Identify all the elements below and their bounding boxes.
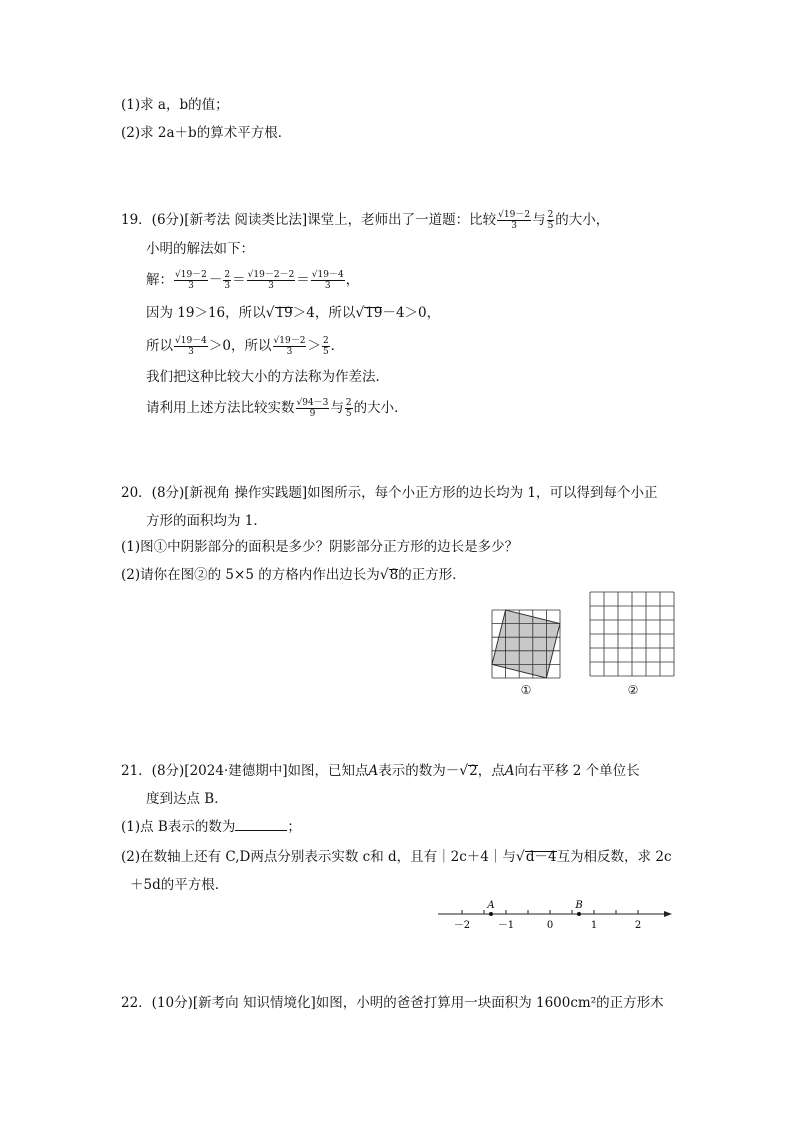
q18-part2: (2)求 2a＋b的算术平方根． [121, 125, 292, 141]
q21-part1: (1)点 B表示的数为 ； [121, 819, 301, 835]
shaded-square [492, 610, 560, 678]
figure-1-label: ① [520, 683, 532, 697]
figure-1 [490, 608, 562, 708]
point-b-label: B [575, 900, 583, 911]
figure-2-label: ② [627, 683, 639, 697]
answer-blank[interactable] [235, 818, 287, 831]
q19-fraction-1: $\frac{√19-2}{3}$ [498, 210, 531, 231]
q19-header: 19．(6分)[新考法 阅读类比法]课堂上，老师出了一道题：比较 $\frac{√19-2}{3}$ 与 $\frac{2}{5}$ 的大小， [121, 210, 610, 231]
tick-label: 0 [546, 920, 554, 931]
q20-line2: 方形的面积均为 1． [146, 513, 267, 529]
q19-header-text: 19．(6分)[新考法 阅读类比法]课堂上，老师出了一道题：比较 [121, 212, 497, 228]
q21-line2: 度到达点 B． [146, 791, 228, 807]
q21-line1: 21．(8分)[2024·建德期中]如图，已知点A表示的数为－√2，点A向右平移 2 个单位长 [121, 763, 640, 779]
point-b [577, 912, 581, 916]
figure-2 [588, 590, 676, 708]
q19-line5: 所以 $\frac{√19-4}{3}$ ＞0，所以 $\frac{√19-2}{3}$ ＞ $\frac{2}{5}$ ． [146, 336, 345, 357]
q19-line7: 请利用上述方法比较实数 $\frac{√94-3}{9}$ 与 $\frac{2}{5}$ 的大小． [146, 398, 408, 419]
axis-arrow-icon [664, 911, 672, 917]
q21-part2: (2)在数轴上还有 C,D两点分别表示实数 c和 d，且有｜2c＋4｜与√d－4互为相反数，求 2c [121, 849, 672, 865]
q20-part2: (2)请你在图②的 5×5 的方格内作出边长为√8的正方形． [121, 567, 466, 583]
tick-label: －1 [497, 920, 515, 931]
point-a-label: A [487, 900, 495, 911]
q20-part1: (1)图①中阴影部分的面积是多少？阴影部分正方形的边长是多少？ [121, 539, 519, 555]
tick-label: 1 [590, 920, 598, 931]
q19-line6: 我们把这种比较大小的方法称为作差法． [146, 369, 389, 385]
q22-line1: 22．(10分)[新考向 知识情境化]如图，小明的爸爸打算用一块面积为 1600cm²的正方形木 [121, 995, 664, 1011]
tick-label: 2 [634, 920, 642, 931]
q19-line3: 解： $\frac{√19-2}{3}$ － $\frac{2}{3}$ ＝ $\frac{√19-2-2}{3}$ ＝ $\frac{√19-4}{3}$ ， [146, 270, 360, 291]
q19-line2: 小明的解法如下： [146, 241, 254, 257]
q21-part2-cont: ＋5d的平方根． [130, 877, 229, 893]
q18-part1: (1)求 a，b的值； [121, 97, 229, 113]
q19-fraction-2: $\frac{2}{5}$ [547, 210, 554, 231]
tick-label: －2 [453, 920, 471, 931]
number-line [432, 898, 682, 936]
point-a [489, 912, 493, 916]
q20-line1: 20．(8分)[新视角 操作实践题]如图所示，每个小正方形的边长均为 1，可以得到每个小正 [121, 485, 658, 501]
q19-line4: 因为 19＞16，所以√19＞4，所以√19－4＞0， [146, 305, 441, 321]
